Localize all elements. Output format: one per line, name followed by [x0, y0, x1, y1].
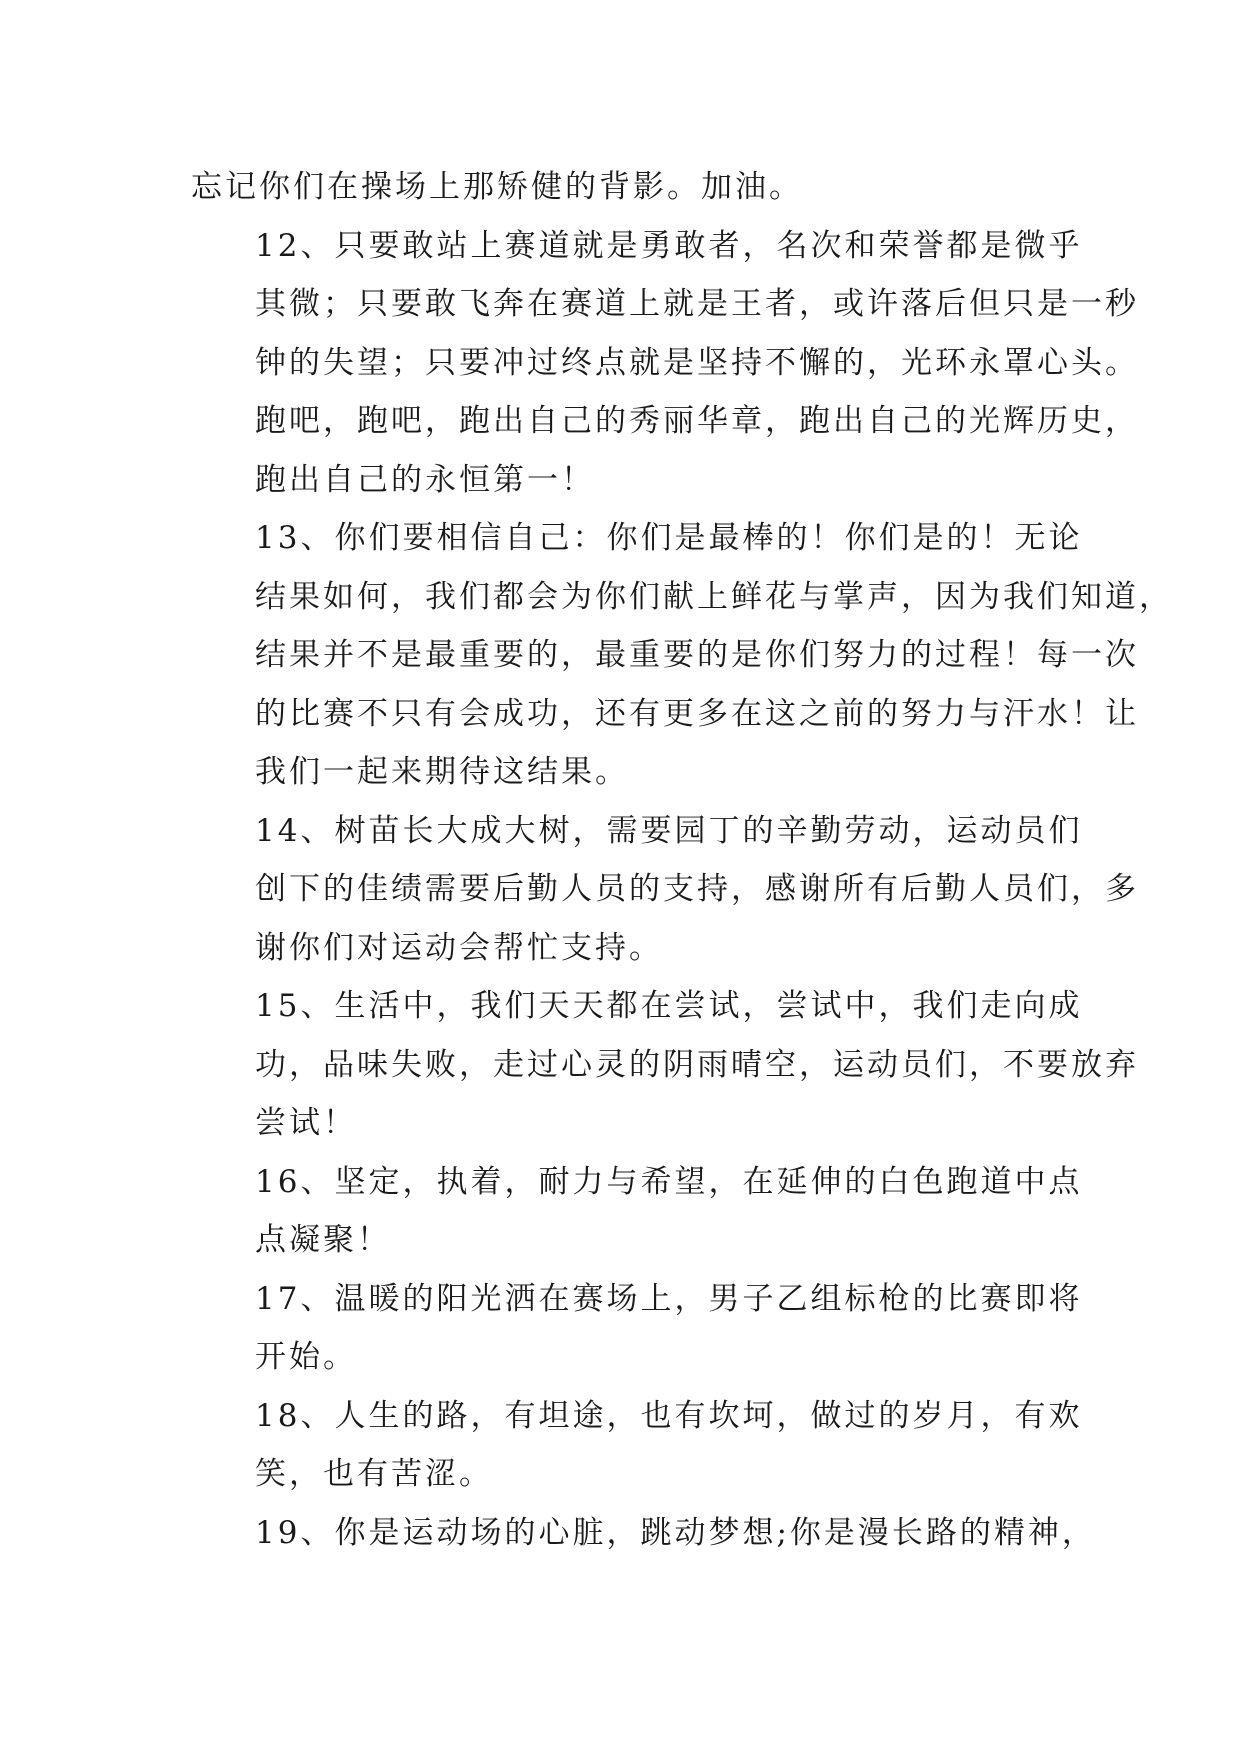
text-line: 结果如何，我们都会为你们献上鲜花与掌声，因为我们知道，	[255, 578, 1173, 615]
text-line: 开始。	[255, 1339, 357, 1375]
text-line: 笑，也有苦涩。	[255, 1456, 493, 1492]
text-line: 18、人生的路，有坦途，也有坎坷，做过的岁月，有欢	[255, 1397, 1083, 1434]
paragraph-13	[191, 509, 1173, 802]
paragraph-15	[191, 977, 1139, 1153]
text-line: 13、你们要相信自己：你们是最棒的！你们是的！无论	[255, 520, 1083, 556]
text-line: 钟的失望；只要冲过终点就是坚持不懈的，光环永罩心头。	[255, 344, 1139, 381]
text-line: 12、只要敢站上赛道就是勇敢者，名次和荣誉都是微乎	[255, 227, 1083, 264]
paragraph-18	[191, 1387, 1083, 1504]
text-line: 的比赛不只有会成功，还有更多在这之前的努力与汗水！让	[255, 695, 1139, 732]
text-line: 其微；只要敢飞奔在赛道上就是王者，或许落后但只是一秒	[255, 286, 1139, 322]
document-body	[191, 158, 1173, 1562]
text-line: 跑吧，跑吧，跑出自己的秀丽华章，跑出自己的光辉历史，	[255, 403, 1139, 439]
text-line: 跑出自己的永恒第一！	[255, 461, 595, 498]
text-line: 15、生活中，我们天天都在尝试，尝试中，我们走向成	[255, 988, 1083, 1024]
text-line: 创下的佳绩需要后勤人员的支持，感谢所有后勤人员们，多	[255, 871, 1139, 907]
paragraph-14	[191, 802, 1139, 978]
text-line: 19、你是运动场的心脏，跳动梦想;你是漫长路的精神，	[255, 1514, 1096, 1551]
paragraph-17	[191, 1270, 1083, 1387]
text-line: 17、温暖的阳光洒在赛场上，男子乙组标枪的比赛即将	[255, 1280, 1083, 1317]
text-line: 功，品味失败，走过心灵的阴雨晴空，运动员们，不要放弃	[255, 1046, 1139, 1083]
paragraph-12	[191, 217, 1139, 510]
text-line: 我们一起来期待这结果。	[255, 754, 629, 790]
text-line: 结果并不是最重要的，最重要的是你们努力的过程！每一次	[255, 637, 1139, 673]
paragraph-19	[191, 1504, 1096, 1563]
text-line: 16、坚定，执着，耐力与希望，在延伸的白色跑道中点	[255, 1163, 1083, 1200]
text-line: 尝试！	[255, 1105, 357, 1141]
text-line: 14、树苗长大成大树，需要园丁的辛勤劳动，运动员们	[255, 812, 1083, 849]
text-line: 谢你们对运动会帮忙支持。	[255, 929, 663, 966]
paragraph-16	[191, 1153, 1083, 1270]
text-line: 忘记你们在操场上那矫健的背影。加油。	[191, 169, 803, 205]
paragraph-continuation	[191, 158, 1071, 217]
text-line: 点凝聚！	[255, 1222, 391, 1258]
